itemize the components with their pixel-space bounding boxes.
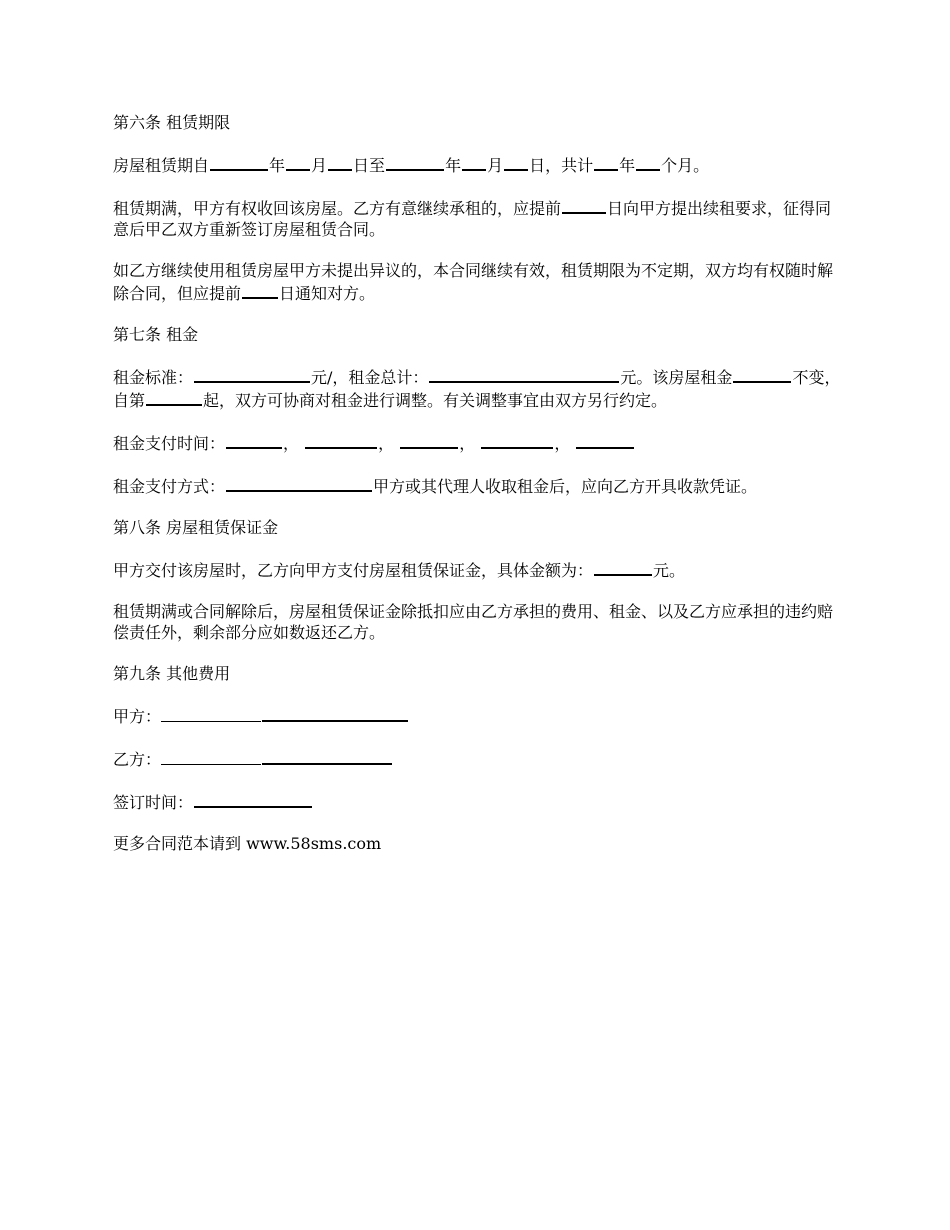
blank-rent-standard[interactable] xyxy=(194,365,310,383)
blank-party-a[interactable] xyxy=(262,704,408,722)
text-segment: 年 xyxy=(269,156,286,175)
blank-sign-time[interactable] xyxy=(194,790,312,808)
deposit-paragraph xyxy=(113,558,842,581)
blank-payment-time-2[interactable] xyxy=(305,431,377,449)
blank-payment-method[interactable] xyxy=(226,474,372,492)
text-segment: 元/，租金总计： xyxy=(311,368,429,387)
blank-payment-time-5[interactable] xyxy=(576,431,634,449)
blank-total-months[interactable] xyxy=(636,153,660,171)
text-segment: 个月。 xyxy=(661,156,710,175)
blank-start-month[interactable] xyxy=(286,153,310,171)
blank-party-b-thin[interactable] xyxy=(161,748,261,765)
text-segment: 月 xyxy=(487,156,504,175)
text-segment: 日，共计 xyxy=(529,156,594,175)
text-segment: 租金支付时间： xyxy=(113,434,226,453)
text-segment: 年 xyxy=(619,156,636,175)
party-a-line xyxy=(113,704,842,727)
text-segment: 如乙方继续使用租赁房屋甲方未提出异议的，本合同继续有效，租赁期限为不定期，双方均有权随时解除合同，但应提前 xyxy=(113,261,834,303)
separator: ， xyxy=(378,434,395,453)
indefinite-term-paragraph xyxy=(113,260,842,304)
blank-renewal-days[interactable] xyxy=(562,196,606,214)
blank-rent-total[interactable] xyxy=(429,365,619,383)
blank-payment-time-1[interactable] xyxy=(226,431,282,449)
section-7-heading: 第七条 租金 xyxy=(113,325,199,344)
text-segment: 元。 xyxy=(653,561,686,580)
text-segment: 年 xyxy=(445,156,462,175)
rent-payment-time-paragraph xyxy=(113,431,842,454)
text-segment: 租金标准： xyxy=(113,368,194,387)
section-6-heading: 第六条 租赁期限 xyxy=(113,113,231,132)
renewal-paragraph xyxy=(113,196,842,240)
blank-total-years[interactable] xyxy=(594,153,618,171)
text-segment: 甲方交付该房屋时，乙方向甲方支付房屋租赁保证金，具体金额为： xyxy=(113,561,594,580)
deposit-return-paragraph: 租赁期满或合同解除后，房屋租赁保证金除抵扣应由乙方承担的费用、租金、以及乙方应承担的违约赔偿责任外，剩余部分应如数返还乙方。 xyxy=(113,602,834,642)
separator: ， xyxy=(283,434,300,453)
party-b-label: 乙方： xyxy=(113,750,162,769)
section-9-heading: 第九条 其他费用 xyxy=(113,664,231,683)
text-segment: 月 xyxy=(311,156,328,175)
blank-end-day[interactable] xyxy=(504,153,528,171)
blank-start-day[interactable] xyxy=(328,153,352,171)
text-segment: 房屋租赁期自 xyxy=(113,156,210,175)
blank-start-year[interactable] xyxy=(210,153,268,171)
lease-term-paragraph xyxy=(113,153,842,176)
text-segment: 不变，自第 xyxy=(113,368,841,410)
text-segment: 租赁期满，甲方有权收回该房屋。乙方有意继续承租的，应提前 xyxy=(113,199,562,218)
blank-party-a-thin[interactable] xyxy=(161,705,261,722)
text-segment: 甲方或其代理人收取租金后，应向乙方开具收款凭证。 xyxy=(373,477,758,496)
blank-deposit-amount[interactable] xyxy=(594,558,652,576)
blank-payment-time-3[interactable] xyxy=(400,431,458,449)
separator: ， xyxy=(554,434,571,453)
blank-end-month[interactable] xyxy=(462,153,486,171)
text-segment: 元。该房屋租金 xyxy=(620,368,733,387)
rent-standard-paragraph xyxy=(113,365,842,411)
text-segment: 租金支付方式： xyxy=(113,477,226,496)
blank-end-year[interactable] xyxy=(386,153,444,171)
more-templates-line: 更多合同范本请到 www.58sms.com xyxy=(113,834,382,853)
text-segment: 日通知对方。 xyxy=(279,284,376,303)
text-segment: 起，双方可协商对租金进行调整。有关调整事宜由双方另行约定。 xyxy=(203,391,668,410)
sign-time-label: 签订时间： xyxy=(113,793,194,812)
blank-adjust-from[interactable] xyxy=(146,388,202,406)
text-segment: 日至 xyxy=(353,156,386,175)
blank-payment-time-4[interactable] xyxy=(481,431,553,449)
rent-payment-method-paragraph xyxy=(113,474,842,497)
text-segment: 日向甲方提出续租要求，征得同意后甲乙双方重新签订房屋租赁合同。 xyxy=(113,199,832,239)
blank-rent-fixed-period[interactable] xyxy=(733,365,791,383)
blank-party-b[interactable] xyxy=(262,747,392,765)
separator: ， xyxy=(459,434,476,453)
sign-time-line xyxy=(113,790,842,813)
party-a-label: 甲方： xyxy=(113,707,162,726)
blank-notice-days[interactable] xyxy=(242,281,278,299)
party-b-line xyxy=(113,747,842,770)
section-8-heading: 第八条 房屋租赁保证金 xyxy=(113,518,279,537)
